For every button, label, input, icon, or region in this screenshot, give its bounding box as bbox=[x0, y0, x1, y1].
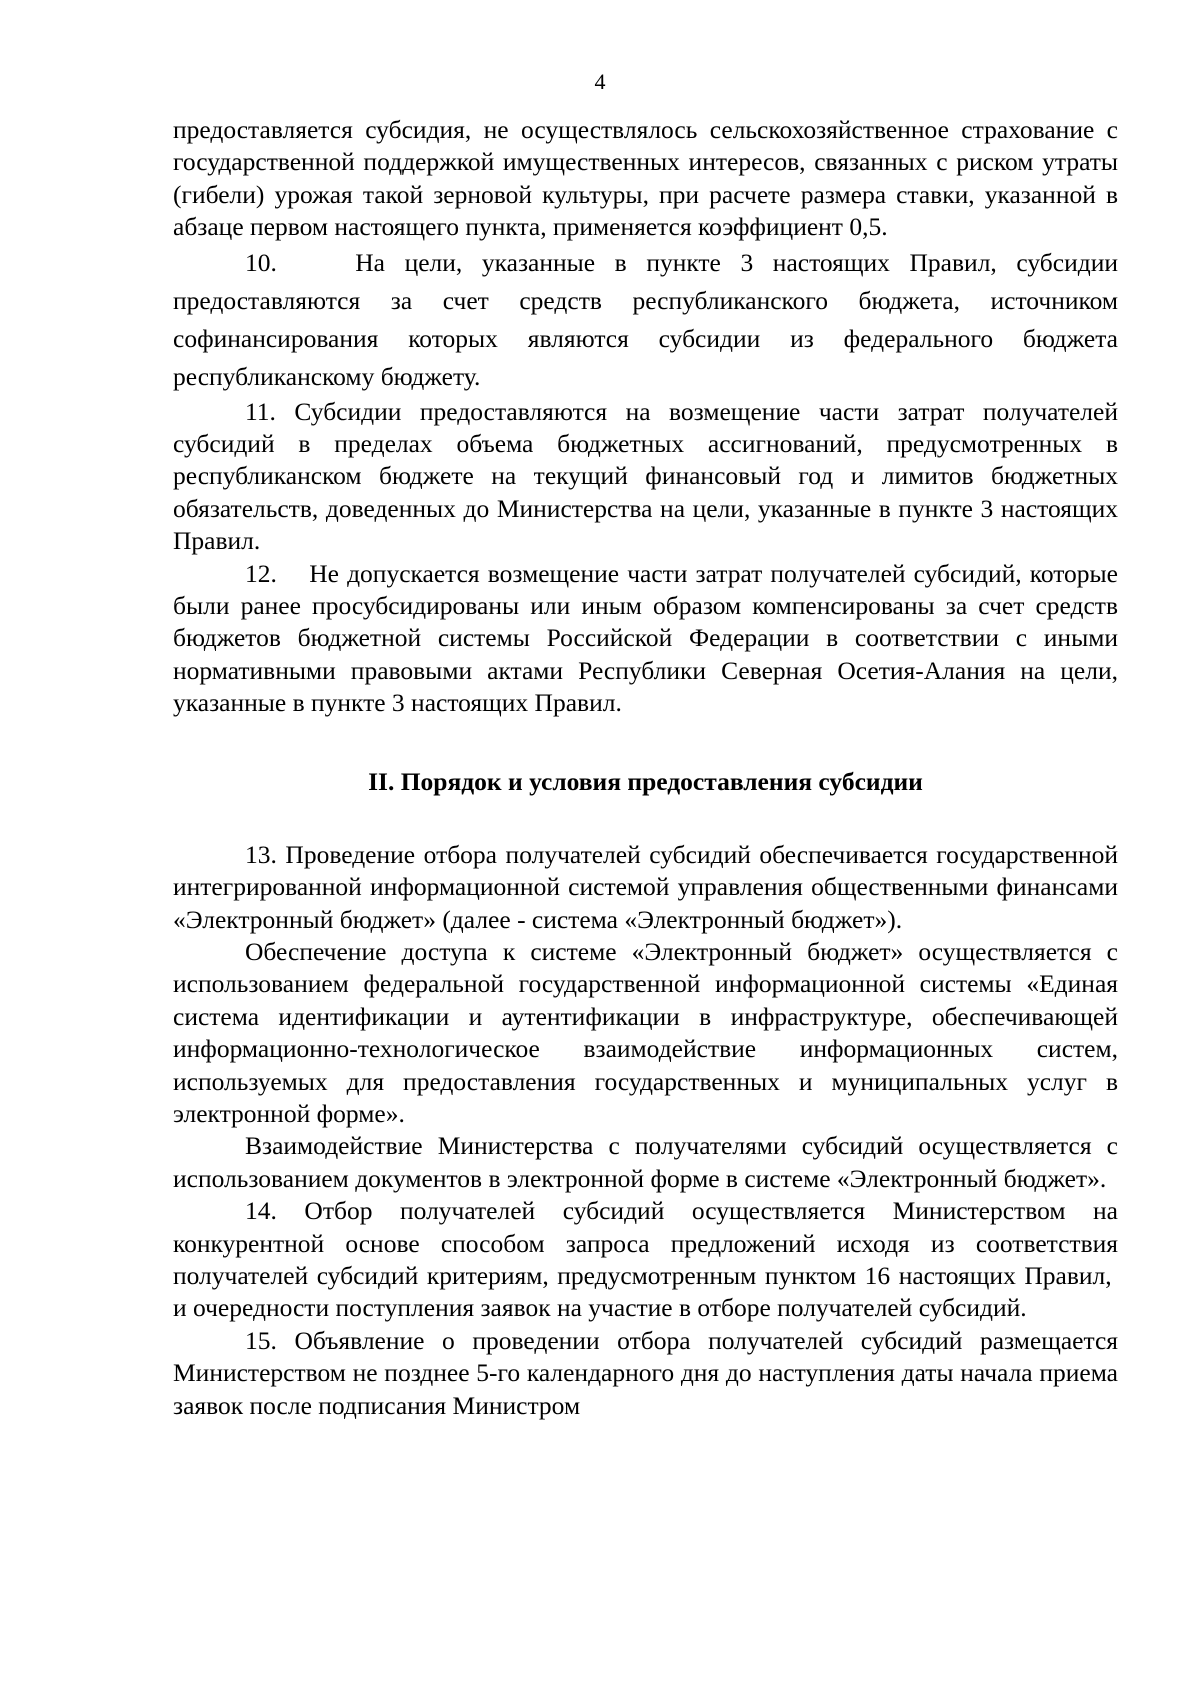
paragraph-item-11: 11. Субсидии предоставляются на возмещение части затрат получателей субсидий в пределах объема бюджетных ассигнований, предусмотренных в республиканском бюджете на текущий финансовый год и лимитов бюджетных обязательств, доведенных до Министерства на цели, указанные в пункте 3 настоящих Правил. bbox=[173, 396, 1118, 556]
page-number: 4 bbox=[594, 69, 606, 94]
paragraph-access-electronic-budget: Обеспечение доступа к системе «Электронный бюджет» осуществляется с использованием федеральной государственной информационной системы «Единая система идентификации и аутентификации в инфраструктуре, обеспечивающей информационно-технологическое взаимодействие информационных систем, используемых для предоставления государственных и муниципальных услуг в электронной форме». bbox=[173, 936, 1118, 1128]
paragraph-item-9-continuation: предоставляется субсидия, не осуществлялось сельскохозяйственное страхование с государственной поддержкой имущественных интересов, связанных с риском утраты (гибели) урожая такой зерновой культуры, при расчете размера ставки, указанной в абзаце первом настоящего пункта, применяется коэффициент 0,5. bbox=[173, 115, 1118, 242]
paragraph-item-15: 15. Объявление о проведении отбора получателей субсидий размещается Министерством не позднее 5-го календарного дня до наступления даты начала приема заявок после подписания Министром bbox=[173, 1325, 1118, 1420]
paragraph-interaction-ministry: Взаимодействие Министерства с получателями субсидий осуществляется с использованием документов в электронной форме в системе «Электронный бюджет». bbox=[173, 1131, 1118, 1193]
document-body bbox=[173, 114, 1118, 1422]
paragraph-item-12: 12. Не допускается возмещение части затрат получателей субсидий, которые были ранее просубсидированы или иным образом компенсированы за счет средств бюджетов бюджетной системы Российской Федерации в соответствии с иными нормативными правовыми актами Республики Северная Осетия-Алания на цели, указанные в пункте 3 настоящих Правил. bbox=[173, 558, 1118, 718]
paragraph-item-10: 10. На цели, указанные в пункте 3 настоящих Правил, субсидии предоставляются за счет средств республиканского бюджета, источником софинансирования которых являются субсидии из федерального бюджета республиканскому бюджету. bbox=[173, 247, 1118, 391]
paragraph-item-13: 13. Проведение отбора получателей субсидий обеспечивается государственной интегрированной информационной системой управления общественными финансами «Электронный бюджет» (далее - система «Электронный бюджет»). bbox=[173, 839, 1118, 934]
paragraph-item-14: 14. Отбор получателей субсидий осуществляется Министерством на конкурентной основе способом запроса предложений исходя из соответствия получателей субсидий критериям, предусмотренным пунктом 16 настоящих Правил, и очередности поступления заявок на участие в отборе получателей субсидий. bbox=[173, 1196, 1118, 1323]
section-heading: II. Порядок и условия предоставления субсидии bbox=[368, 766, 923, 796]
